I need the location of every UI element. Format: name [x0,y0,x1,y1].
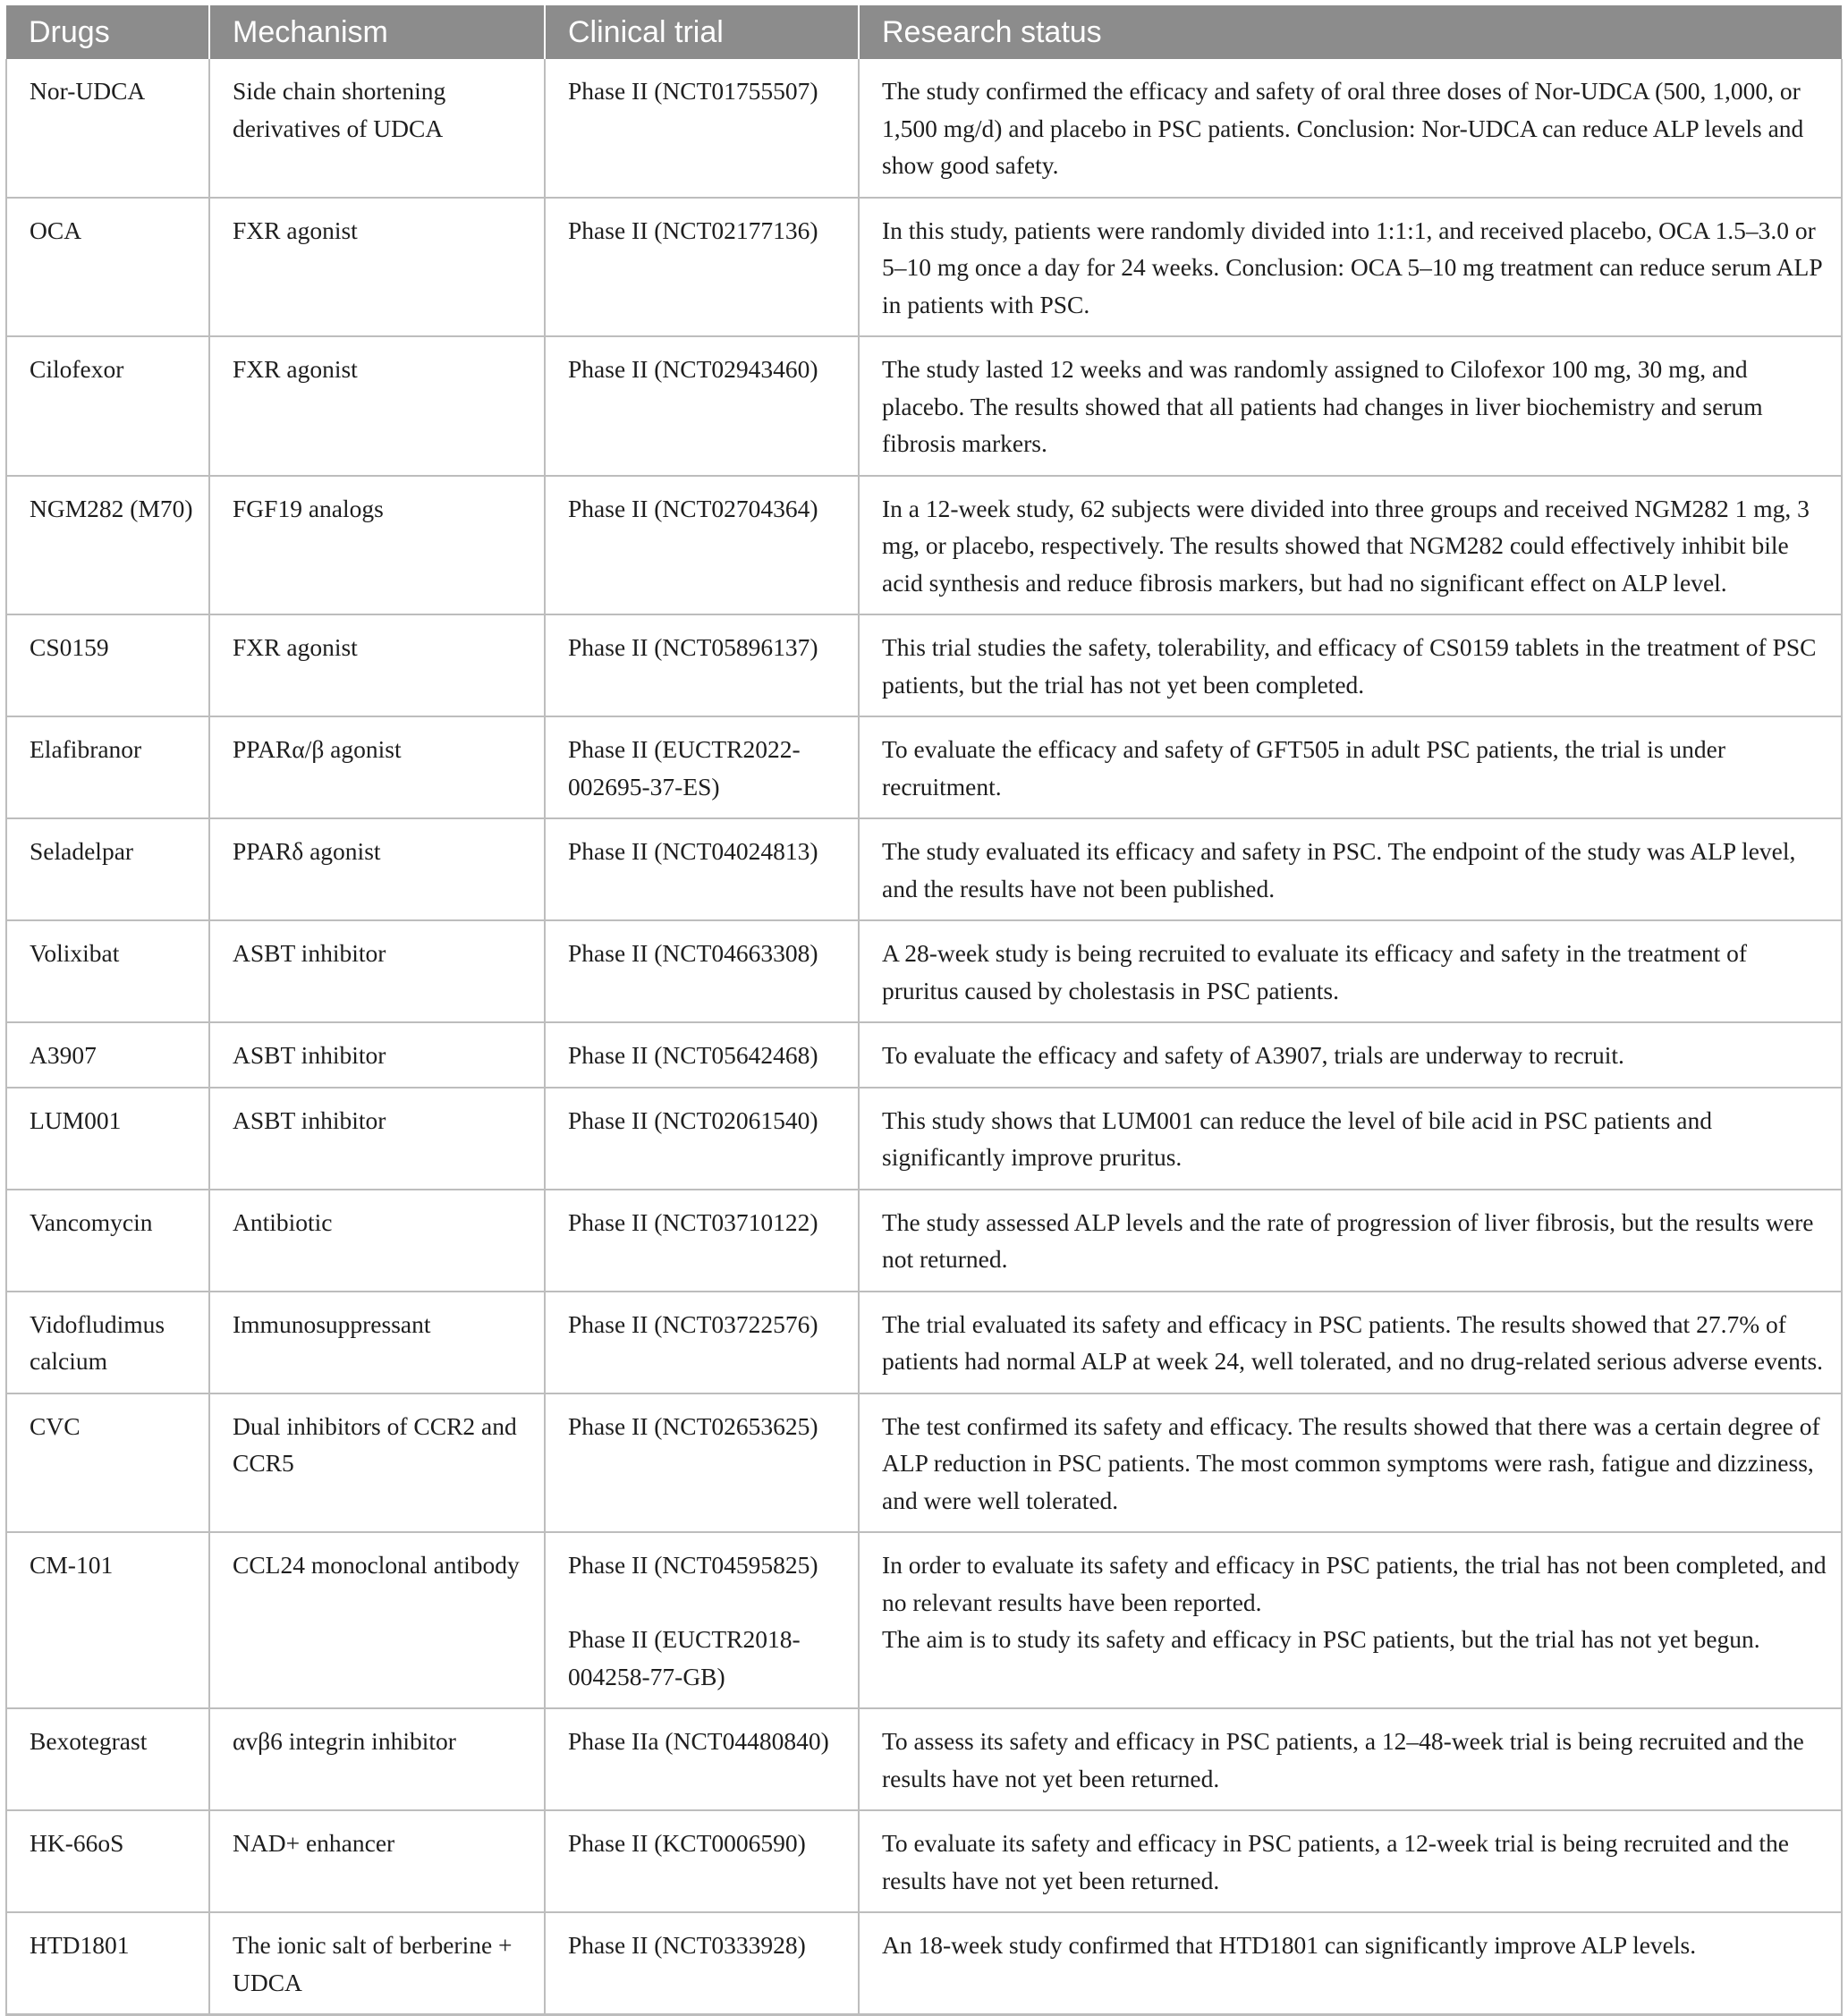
status-cell [859,1190,1842,1292]
status-cell [859,614,1842,716]
status-cell [859,1912,1842,2015]
table-row [6,1532,1842,1708]
status-entry: In a 12-week study, 62 subjects were divided into three groups and received NGM282 1 mg, 3 mg, or placebo, respectively. The results showed that NGM282 could effectively inhibit bile acid synthesis and reduce fibrosis markers, but had no significant effect on ALP level. [882,494,1810,597]
drug-cell: Vidofludimus calcium [6,1292,209,1393]
table-row [6,1292,1842,1393]
status-entry: The test confirmed its safety and efficacy. The results showed that there was a certain degree of ALP reduction in PSC patients. The most common symptoms were rash, fatigue and dizziness, and were well tolerated. [882,1411,1820,1514]
trial-entry: Phase II (NCT02704364) [568,494,818,522]
table-row [6,1393,1842,1533]
trial-cell [545,1708,859,1810]
drug-cell: Bexotegrast [6,1708,209,1810]
trial-entry: Phase II (NCT05642468) [568,1041,818,1069]
drug-cell: Elafibranor [6,716,209,818]
drug-cell: CM-101 [6,1532,209,1708]
status-cell [859,1393,1842,1533]
trial-cell [545,198,859,337]
status-entry: The study lasted 12 weeks and was randomly assigned to Cilofexor 100 mg, 30 mg, and placebo. The results showed that all patients had changes in liver biochemistry and serum fibrosis markers. [882,355,1763,457]
status-cell [859,1532,1842,1708]
header-mechanism: Mechanism [209,5,545,59]
drug-cell: Cilofexor [6,336,209,476]
status-entry: The study assessed ALP levels and the rate of progression of liver fibrosis, but the results were not returned. [882,1207,1814,1273]
table-row [6,1912,1842,2015]
mechanism-cell: ASBT inhibitor [209,1022,545,1088]
drug-cell: Seladelpar [6,818,209,920]
status-cell [859,476,1842,615]
trial-entry: Phase II (NCT02653625) [568,1411,818,1440]
trial-entry: Phase II (EUCTR2018-004258-77-GB) [568,1625,801,1690]
mechanism-cell: ASBT inhibitor [209,1088,545,1190]
drug-cell: Nor-UDCA [6,59,209,198]
status-cell [859,1708,1842,1810]
drug-cell: Vancomycin [6,1190,209,1292]
status-entry: An 18-week study confirmed that HTD1801 can significantly improve ALP levels. [882,1931,1697,1959]
trial-entry: Phase II (NCT03710122) [568,1207,818,1236]
trial-entry: Phase II (NCT02061540) [568,1105,818,1134]
trial-entry: Phase II (NCT04663308) [568,939,818,967]
status-entry: The study evaluated its efficacy and safety in PSC. The endpoint of the study was ALP level, and the results have not been published. [882,837,1796,902]
status-cell [859,1022,1842,1088]
drug-cell: HK-66oS [6,1810,209,1912]
drug-table-container [5,5,1841,2016]
trial-cell [545,476,859,615]
status-cell [859,1810,1842,1912]
trial-cell [545,716,859,818]
drug-cell: LUM001 [6,1088,209,1190]
trial-entry: Phase II (NCT03722576) [568,1309,818,1338]
table-row [6,198,1842,337]
table-row [6,614,1842,716]
header-row [6,5,1842,59]
table-row [6,59,1842,198]
header-drugs: Drugs [6,5,209,59]
trial-entry: Phase II (NCT01755507) [568,77,818,105]
mechanism-cell: Dual inhibitors of CCR2 and CCR5 [209,1393,545,1533]
drug-cell: Volixibat [6,920,209,1022]
mechanism-cell: The ionic salt of berberine + UDCA [209,1912,545,2015]
trial-cell [545,1022,859,1088]
status-cell [859,1088,1842,1190]
status-cell [859,198,1842,337]
status-entry: To evaluate its safety and efficacy in PSC patients, a 12-week trial is being recruited and the results have not yet been returned. [882,1829,1789,1894]
mechanism-cell: Antibiotic [209,1190,545,1292]
drug-cell: NGM282 (M70) [6,476,209,615]
status-entry: The aim is to study its safety and efficacy in PSC patients, but the trial has not yet begun. [882,1625,1760,1653]
table-row [6,476,1842,615]
trial-entry: Phase II (NCT05896137) [568,633,818,661]
trial-cell [545,59,859,198]
trial-entry: Phase II (EUCTR2022-002695-37-ES) [568,735,801,800]
status-entry: The study confirmed the efficacy and safety of oral three doses of Nor-UDCA (500, 1,000, or 1,500 mg/d) and placebo in PSC patients. Conclusion: Nor-UDCA can reduce ALP levels and show good safety. [882,77,1804,179]
mechanism-cell: PPARδ agonist [209,818,545,920]
trial-cell [545,920,859,1022]
table-row [6,336,1842,476]
table-row [6,1088,1842,1190]
status-cell [859,716,1842,818]
trial-cell [545,1810,859,1912]
table-row [6,1190,1842,1292]
mechanism-cell: CCL24 monoclonal antibody [209,1532,545,1708]
drug-cell: HTD1801 [6,1912,209,2015]
trial-entry: Phase II (NCT04024813) [568,837,818,865]
table-row [6,1810,1842,1912]
mechanism-cell: NAD+ enhancer [209,1810,545,1912]
mechanism-cell: FGF19 analogs [209,476,545,615]
status-entry: The trial evaluated its safety and efficacy in PSC patients. The results showed that 27.7% of patients had normal ALP at week 24, well tolerated, and no drug-related serious adverse events. [882,1309,1824,1375]
trial-cell [545,1532,859,1708]
trial-entry: Phase II (KCT0006590) [568,1829,806,1857]
trial-cell [545,1190,859,1292]
status-entry: In order to evaluate its safety and efficacy in PSC patients, the trial has not been completed, and no relevant results have been reported. [882,1551,1827,1616]
trial-cell [545,336,859,476]
trial-cell [545,1393,859,1533]
trial-cell [545,614,859,716]
mechanism-cell: Side chain shortening derivatives of UDCA [209,59,545,198]
trial-cell [545,1292,859,1393]
status-entry: To assess its safety and efficacy in PSC patients, a 12–48-week trial is being recruited and the results have not yet been returned. [882,1727,1804,1792]
drug-cell: CS0159 [6,614,209,716]
status-entry: A 28-week study is being recruited to evaluate its efficacy and safety in the treatment of pruritus caused by cholestasis in PSC patients. [882,939,1747,1004]
table-row [6,1022,1842,1088]
drug-cell: OCA [6,198,209,337]
header-research-status: Research status [859,5,1842,59]
mechanism-cell: Immunosuppressant [209,1292,545,1393]
table-row [6,920,1842,1022]
mechanism-cell: αvβ6 integrin inhibitor [209,1708,545,1810]
status-entry: This study shows that LUM001 can reduce the level of bile acid in PSC patients and significantly improve pruritus. [882,1105,1712,1171]
status-entry: This trial studies the safety, tolerability, and efficacy of CS0159 tablets in the treatment of PSC patients, but the trial has not yet been completed. [882,633,1817,699]
trial-entry: Phase II (NCT02177136) [568,216,818,244]
status-cell [859,818,1842,920]
mechanism-cell: FXR agonist [209,336,545,476]
header-clinical-trial: Clinical trial [545,5,859,59]
status-entry: To evaluate the efficacy and safety of A3907, trials are underway to recruit. [882,1041,1624,1069]
table-row [6,1708,1842,1810]
trial-cell [545,818,859,920]
drug-cell: CVC [6,1393,209,1533]
drug-trials-table [5,5,1843,2016]
trial-entry: Phase IIa (NCT04480840) [568,1727,829,1755]
mechanism-cell: PPARα/β agonist [209,716,545,818]
table-body [6,59,1842,2015]
mechanism-cell: FXR agonist [209,614,545,716]
drug-cell: A3907 [6,1022,209,1088]
status-cell [859,920,1842,1022]
mechanism-cell: FXR agonist [209,198,545,337]
trial-entry: Phase II (NCT0333928) [568,1931,806,1959]
mechanism-cell: ASBT inhibitor [209,920,545,1022]
trial-entry: Phase II (NCT04595825) [568,1551,818,1579]
status-entry: To evaluate the efficacy and safety of GFT505 in adult PSC patients, the trial is under recruitment. [882,735,1726,800]
table-row [6,818,1842,920]
status-cell [859,1292,1842,1393]
trial-cell [545,1088,859,1190]
trial-cell [545,1912,859,2015]
trial-entry: Phase II (NCT02943460) [568,355,818,383]
status-cell [859,59,1842,198]
table-row [6,716,1842,818]
status-entry: In this study, patients were randomly divided into 1:1:1, and received placebo, OCA 1.5–3.0 or 5–10 mg once a day for 24 weeks. Conclusion: OCA 5–10 mg treatment can reduce serum ALP in patients with PSC. [882,216,1822,318]
table-header [6,5,1842,59]
status-cell [859,336,1842,476]
